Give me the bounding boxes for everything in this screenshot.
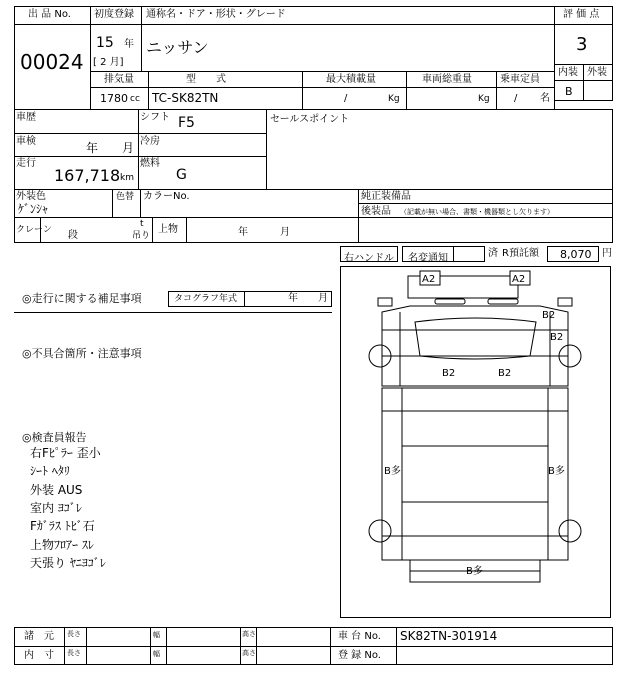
max-load-unit: Kg [388,94,400,104]
max-load: / [344,93,348,104]
gross-weight-label: 車両総重量 [422,74,472,85]
mark-b2-right-mid: B2 [550,332,564,343]
displacement: 1780 [100,92,128,105]
body-year-unit: 年 [238,227,248,238]
inspector-item: ｼｰﾄ ﾍﾀﾘ [30,464,70,478]
mark-b-left: B多 [384,466,401,477]
tachograph-label: タコグラフ年式 [174,294,238,304]
r-deposit-label: R預託額 [502,248,539,259]
width-label: 幅 [153,650,160,658]
model-type-label: 型 式 [186,74,226,85]
height-label: 高さ [242,630,256,638]
inspector-item: 天張り ﾔﾆﾖｺﾞﾚ [30,556,106,570]
inspector-item: 室内 ﾖｺﾞﾚ [30,501,82,515]
overall-grade: 3 [576,34,588,55]
history-label: 車歴 [16,112,36,123]
capacity: / [514,93,518,104]
capacity-unit: 名 [540,93,550,104]
shift: F5 [178,115,195,131]
name-change-box: 名変通知 [402,246,454,262]
fuel: G [176,167,187,183]
mark-b-bottom: B多 [466,566,483,577]
mark-b-right: B多 [548,466,565,477]
dims-label: 内 寸 [24,650,54,661]
r-deposit: 8,070 [560,248,592,261]
interior-grade: B [565,85,573,98]
chassis-label: 車 台 No. [338,631,381,642]
max-load-label: 最大積載量 [326,74,376,85]
aftermarket-note: （記載が無い場合、書類・機器類とし欠ります） [400,208,554,216]
ext-color: ｹﾞﾝｼｬ [18,202,49,216]
specs-label: 諸 元 [24,631,54,642]
color-change-label: 色替 [116,192,135,202]
displacement-unit: cc [130,94,140,104]
mark-a2-left: A2 [422,274,436,285]
inspector-item: 外装 AUS [30,483,83,497]
cargo-bed [382,388,568,560]
inspector-item: 上物ﾌﾛｱｰ ｽﾚ [30,538,94,552]
registration-label: 登 録 No. [338,650,381,661]
mark-b2-right-top: B2 [542,310,556,321]
crane-hang-unit: 吊り [132,231,151,241]
yen-unit: 円 [602,248,612,259]
interior-grade-label: 内装 [558,67,578,78]
crane-label: クレーン [16,225,52,235]
rear-right-wheel [559,520,581,542]
supplement-label: ◎走行に関する補足事項 [22,292,142,305]
inspection-year-unit: 年 [86,141,99,155]
lot-number-label: 出 品 No. [28,9,71,20]
length-label: 長さ [67,630,81,638]
model-name: ニッサン [146,38,209,57]
mark-b2-center-right: B2 [498,368,512,379]
inspector-item: Fｶﾞﾗｽ ﾄﾋﾞ石 [30,519,95,533]
capacity-label: 乗車定員 [500,74,540,85]
side-mirror-right [558,298,572,306]
mark-a2-right: A2 [512,274,526,285]
windshield [415,318,536,359]
inspection-label: 車検 [16,136,36,147]
mark-b2-center-left: B2 [442,368,456,379]
first-registration-label: 初度登録 [94,9,134,20]
mileage-unit: km [120,173,134,183]
ext-color-label: 外装色 [16,191,46,202]
exterior-grade-label: 外装 [587,67,607,78]
inspector-label: ◎検査員報告 [22,431,87,444]
tacho-month-unit: 月 [318,293,328,304]
rear-left-wheel [369,520,391,542]
model-info-label: 通称名・ドア・形状・グレード [146,9,286,20]
oem-equipment-label: 純正装備品 [361,191,411,202]
defects-label: ◎不具合箇所・注意事項 [22,347,142,360]
first-registration-year: 15 [96,35,114,51]
displacement-label: 排気量 [104,74,134,85]
height-label: 高さ [242,649,256,657]
name-change-done: 済 [488,248,498,259]
inspection-month-unit: 月 [122,141,135,155]
gross-weight-unit: Kg [478,94,490,104]
ac-label: 冷房 [140,136,160,147]
mileage-label: 走行 [16,158,36,169]
length-label: 長さ [67,649,81,657]
chassis-no: SK82TN-301914 [400,629,498,643]
width-label: 幅 [153,631,160,639]
truck-diagram [340,266,611,618]
lot-number: 00024 [20,50,84,74]
rhd-flag: 右ハンドル [340,246,398,262]
body-month-unit: 月 [280,227,290,238]
grade-label: 評 価 点 [563,9,600,20]
sales-point-label: セールスポイント [270,114,350,125]
name-change-check [453,246,485,262]
aftermarket-label: 後装品 [361,206,391,217]
inspector-item: 右Fﾋﾟﾗｰ 歪小 [30,446,101,460]
color-code-label: カラーNo. [143,191,190,202]
model-type: TC-SK82TN [152,91,219,105]
shift-label: シフト [140,112,170,123]
crane-stage-unit: 段 [68,230,78,241]
first-registration-month: [ 2 月] [93,57,124,68]
tacho-year-unit: 年 [288,293,298,304]
year-unit: 年 [124,39,134,50]
fuel-label: 燃料 [140,158,160,169]
crane-ton-unit: t [140,219,144,229]
body-label: 上物 [158,224,178,235]
side-mirror-left [378,298,392,306]
mileage: 167,718 [54,166,121,185]
